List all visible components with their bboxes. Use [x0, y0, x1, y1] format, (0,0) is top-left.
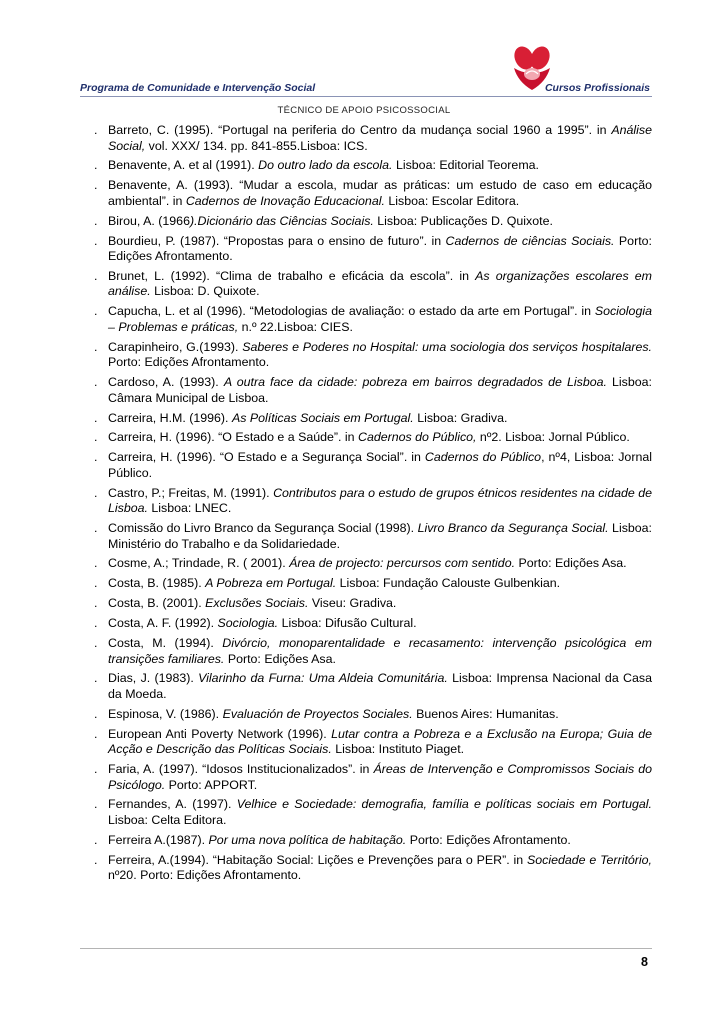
reference-text: Cosme, A.; Trindade, R. ( 2001).	[108, 556, 290, 571]
reference-title: Lutar contra a Pobreza e a Exclusão na Europa; Guia de Acção e Descrição das Políticas Sociais.	[108, 726, 653, 757]
reference-title: Área de projecto: percursos com sentido.	[289, 556, 516, 571]
reference-title: As Políticas Sociais em Portugal.	[231, 410, 414, 425]
reference-item	[86, 521, 652, 552]
reference-title: Evaluación de Proyectos Sociales.	[222, 706, 413, 721]
reference-text: n.º 22.Lisboa: CIES.	[238, 319, 353, 334]
list-bullet: .	[94, 123, 98, 137]
reference-item	[86, 762, 652, 793]
reference-text: Birou, A. (1966	[108, 213, 190, 228]
reference-item	[86, 123, 652, 154]
reference-text: nº2. Lisboa: Jornal Público.	[476, 430, 630, 445]
reference-text: Costa, A. F. (1992).	[108, 616, 218, 631]
reference-item	[86, 375, 652, 406]
reference-text: Buenos Aires: Humanitas.	[412, 706, 559, 721]
reference-text: Fernandes, A. (1997).	[108, 797, 237, 812]
list-bullet: .	[94, 616, 98, 631]
reference-item	[86, 450, 652, 481]
list-bullet: .	[94, 213, 98, 228]
reference-item	[86, 214, 652, 230]
list-bullet: .	[94, 450, 98, 465]
reference-text: , nº4, Lisboa: Jornal Público.	[108, 450, 652, 480]
reference-text: Bourdieu, P. (1987). “Propostas para o ensino de futuro”. in	[108, 233, 446, 248]
reference-text: Porto: Edições Afrontamento.	[108, 355, 270, 370]
reference-text: Ferreira A.(1987).	[108, 832, 209, 847]
list-bullet: .	[94, 375, 98, 390]
reference-text: Lisboa: Ministério do Trabalho e da Solidariedade.	[108, 521, 653, 551]
reference-text: Brunet, L. (1992). “Clima de trabalho e eficácia da escola”. in	[108, 268, 476, 283]
list-bullet: .	[94, 178, 98, 193]
reference-text: Castro, P.; Freitas, M. (1991).	[108, 485, 274, 500]
reference-text: nº20. Porto: Edições Afrontamento.	[108, 868, 302, 883]
reference-title: Do outro lado da escola.	[258, 158, 393, 173]
reference-text: Costa, M. (1994).	[108, 636, 223, 651]
reference-title: Exclusões Sociais.	[205, 596, 309, 611]
reference-item	[86, 269, 652, 300]
reference-title: Divórcio, monoparentalidade e recasamento: intervenção psicológica em transições familiares.	[108, 636, 652, 666]
header-divider	[80, 96, 652, 97]
reference-text: European Anti Poverty Network (1996).	[108, 726, 332, 741]
reference-title: Cadernos de Inovação Educacional.	[185, 193, 385, 208]
reference-title: A outra face da cidade: pobreza em bairros degradados de Lisboa.	[223, 375, 607, 390]
reference-title: Velhice e Sociedade: demografia, família e políticas sociais em Portugal.	[236, 797, 652, 812]
reference-text: Ferreira, A.(1994). “Habitação Social: Lições e Prevenções para o PER”. in	[108, 852, 527, 867]
reference-text: Lisboa: Fundação Calouste Gulbenkian.	[336, 576, 561, 591]
reference-text: Viseu: Gradiva.	[308, 596, 397, 611]
list-bullet: .	[94, 521, 98, 536]
reference-title: Cadernos do Público	[424, 450, 542, 465]
reference-text: Porto: APPORT.	[165, 777, 258, 792]
reference-item	[86, 671, 652, 702]
reference-text: vol. XXX/ 134. pp. 841-855.Lisboa: ICS.	[145, 138, 368, 153]
reference-text: Carreira, H. (1996). “O Estado e a Saúde”. in	[108, 430, 358, 445]
page-number: 8	[641, 955, 648, 969]
list-bullet: .	[94, 596, 98, 611]
reference-text: Espinosa, V. (1986).	[108, 706, 223, 721]
reference-title: Sociologia.	[217, 616, 279, 631]
reference-text: Costa, B. (2001).	[108, 596, 206, 611]
reference-text: Porto: Edições Afrontamento.	[406, 832, 571, 847]
reference-item	[86, 833, 652, 849]
reference-item	[86, 636, 652, 667]
reference-text: Capucha, L. et al (1996). “Metodologias de avaliação: o estado da arte em Portugal”. in	[108, 304, 595, 319]
reference-text: Porto: Edições Asa.	[515, 556, 627, 571]
reference-title: As organizações escolares em análise.	[108, 268, 652, 299]
reference-text: Carreira, H.M. (1996).	[108, 410, 232, 425]
reference-text: Cardoso, A. (1993).	[108, 375, 224, 390]
reference-text: Benavente, A. et al (1991).	[108, 158, 259, 173]
reference-item	[86, 178, 652, 209]
reference-title: Áreas de Intervenção e Compromissos Sociais do Psicólogo.	[108, 762, 652, 792]
list-bullet: .	[94, 706, 98, 721]
reference-text: Lisboa: Imprensa Nacional da Casa da Moeda.	[108, 671, 652, 701]
reference-item	[86, 411, 652, 427]
document-subtitle: TÉCNICO DE APOIO PSICOSSOCIAL	[277, 105, 451, 116]
reference-title: Contributos para o estudo de grupos étnicos residentes na cidade de Lisboa.	[108, 485, 652, 516]
reference-item	[86, 616, 652, 632]
reference-item	[86, 234, 652, 265]
list-bullet: .	[94, 339, 98, 354]
reference-text: Carapinheiro, G.(1993).	[108, 339, 243, 354]
footer-divider	[80, 948, 652, 949]
reference-title: Vilarinho da Furna: Uma Aldeia Comunitária.	[198, 671, 448, 686]
reference-text: Lisboa: Câmara Municipal de Lisboa.	[108, 375, 652, 405]
reference-text: Lisboa: Editorial Teorema.	[392, 158, 539, 173]
reference-item	[86, 340, 652, 371]
reference-title: Livro Branco da Segurança Social.	[417, 521, 609, 536]
reference-item	[86, 430, 652, 446]
list-bullet: .	[94, 233, 98, 248]
reference-title: Por uma nova política de habitação.	[208, 832, 407, 847]
reference-text: Lisboa: LNEC.	[147, 501, 232, 516]
reference-item	[86, 797, 652, 828]
reference-title: Saberes e Poderes no Hospital: uma sociologia dos serviços hospitalares.	[242, 339, 652, 354]
reference-text: Faria, A. (1997). “Idosos Institucionalizados”. in	[108, 762, 374, 777]
reference-text: Costa, B. (1985).	[108, 576, 206, 591]
reference-title: Análise Social,	[108, 123, 652, 153]
list-bullet: .	[94, 268, 98, 283]
list-bullet: .	[94, 576, 98, 591]
list-bullet: .	[94, 671, 98, 686]
reference-title: Sociologia – Problemas e práticas,	[108, 304, 652, 334]
reference-text: Porto: Edições Afrontamento.	[108, 233, 652, 264]
program-name: Programa de Comunidade e Intervenção Social	[80, 82, 316, 94]
list-bullet: .	[94, 556, 98, 571]
reference-text: Lisboa: Escolar Editora.	[384, 193, 520, 208]
reference-text: Comissão do Livro Branco da Segurança Social (1998).	[108, 521, 418, 536]
reference-title: A Pobreza em Portugal.	[205, 576, 337, 591]
reference-item	[86, 727, 652, 758]
reference-text: Lisboa: Publicações D. Quixote.	[373, 213, 553, 228]
reference-text: Lisboa: D. Quixote.	[150, 284, 260, 299]
reference-title: Cadernos do Público,	[358, 430, 477, 445]
reference-text: Lisboa: Instituto Piaget.	[331, 742, 465, 757]
reference-text: Lisboa: Gradiva.	[413, 410, 508, 425]
reference-item	[86, 576, 652, 592]
list-bullet: .	[94, 485, 98, 500]
reference-text: Carreira, H. (1996). “O Estado e a Segurança Social”. in	[108, 450, 425, 465]
page-header	[80, 48, 652, 98]
list-bullet: .	[94, 726, 98, 741]
reference-text: Lisboa: Difusão Cultural.	[278, 616, 417, 631]
reference-item	[86, 304, 652, 335]
list-bullet: .	[94, 852, 98, 867]
reference-text: Benavente, A. (1993). “Mudar a escola, mudar as práticas: um estudo de caso em educação ambiental”. in	[108, 178, 652, 208]
reference-text: Dias, J. (1983).	[108, 671, 199, 686]
reference-item	[86, 596, 652, 612]
list-bullet: .	[94, 762, 98, 777]
reference-title: ).Dicionário das Ciências Sociais.	[189, 213, 374, 228]
reference-text: Barreto, C. (1995). “Portugal na periferia do Centro da mudança social 1960 a 1995”. in	[108, 123, 612, 137]
reference-title: Cadernos de ciências Sociais.	[445, 233, 615, 248]
reference-text: Porto: Edições Asa.	[224, 651, 336, 666]
list-bullet: .	[94, 430, 98, 445]
list-bullet: .	[94, 410, 98, 425]
reference-item	[86, 556, 652, 572]
courses-label: Cursos Profissionais	[544, 82, 650, 94]
list-bullet: .	[94, 158, 98, 173]
reference-text: Lisboa: Celta Editora.	[108, 812, 227, 827]
reference-title: Sociedade e Território,	[526, 852, 652, 867]
list-bullet: .	[94, 304, 98, 319]
reference-item	[86, 707, 652, 723]
reference-list	[86, 123, 652, 888]
list-bullet: .	[94, 832, 98, 847]
list-bullet: .	[94, 636, 98, 651]
list-bullet: .	[94, 797, 98, 812]
reference-item	[86, 853, 652, 884]
reference-item	[86, 158, 652, 174]
reference-item	[86, 486, 652, 517]
